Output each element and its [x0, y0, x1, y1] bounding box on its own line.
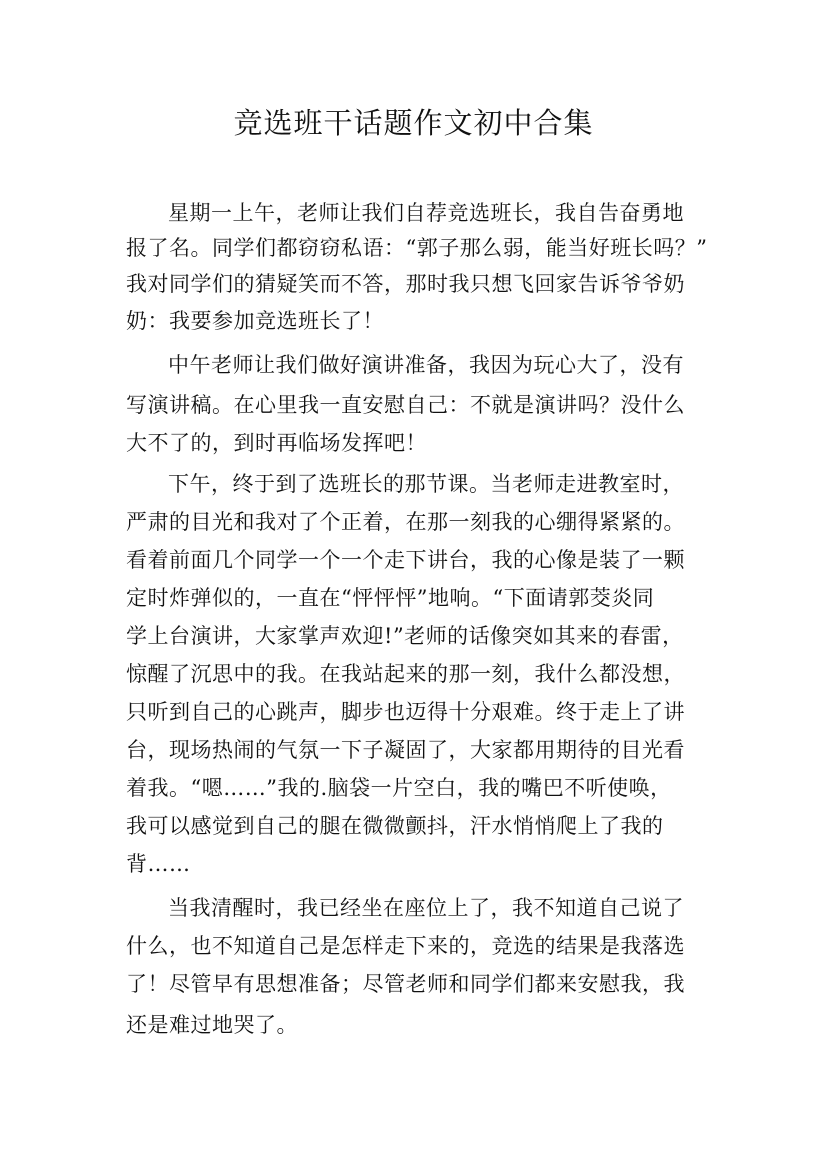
document-title: 竞选班干话题作文初中合集	[233, 106, 594, 140]
text-line: 看着前面几个同学一个一个走下讲台，我的心像是装了一颗	[126, 548, 685, 572]
text-line: 下午，终于到了选班长的那节课。当老师走进教室时，	[168, 472, 684, 496]
text-line: 我对同学们的猜疑笑而不答，那时我只想飞回家告诉爷爷奶	[126, 272, 685, 296]
text-line: 还是难过地哭了。	[126, 1013, 298, 1037]
text-line: 什么，也不知道自己是怎样走下来的，竞选的结果是我落选	[126, 934, 685, 958]
text-line: 奶：我要参加竞选班长了！	[126, 309, 384, 333]
text-line: 中午老师让我们做好演讲准备，我因为玩心大了，没有	[168, 353, 684, 377]
text-line: 当我清醒时，我已经坐在座位上了，我不知道自己说了	[168, 896, 684, 920]
text-line: 大不了的，到时再临场发挥吧！	[126, 431, 427, 455]
text-line: 报了名。同学们都窃窃私语：“郭子那么弱，能当好班长吗？”	[126, 236, 708, 260]
text-line: 写演讲稿。在心里我一直安慰自己：不就是演讲吗？没什么	[126, 393, 685, 417]
text-line: 背……	[126, 852, 191, 876]
text-line: 星期一上午，老师让我们自荐竞选班长，我自告奋勇地	[168, 201, 684, 225]
text-line: 只听到自己的心跳声，脚步也迈得十分艰难。终于走上了讲	[126, 700, 685, 724]
text-line: 学上台演讲，大家掌声欢迎!”老师的话像突如其来的春雷，	[126, 624, 684, 648]
text-line: 定时炸弹似的，一直在“怦怦怦”地响。“下面请郭茭炎同	[126, 586, 655, 610]
text-line: 台，现场热闹的气氛一下子凝固了，大家都用期待的目光看	[126, 738, 685, 762]
text-line: 了！尽管早有思想准备；尽管老师和同学们都来安慰我，我	[126, 972, 685, 996]
text-line: 我可以感觉到自己的腿在微微颤抖，汗水悄悄爬上了我的	[126, 814, 664, 838]
text-line: 严肃的目光和我对了个正着，在那一刻我的心绷得紧紧的。	[126, 510, 685, 534]
text-line: 着我。“嗯……”我的.脑袋一片空白，我的嘴巴不听使唤，	[126, 776, 672, 800]
text-line: 惊醒了沉思中的我。在我站起来的那一刻，我什么都没想，	[126, 662, 685, 686]
